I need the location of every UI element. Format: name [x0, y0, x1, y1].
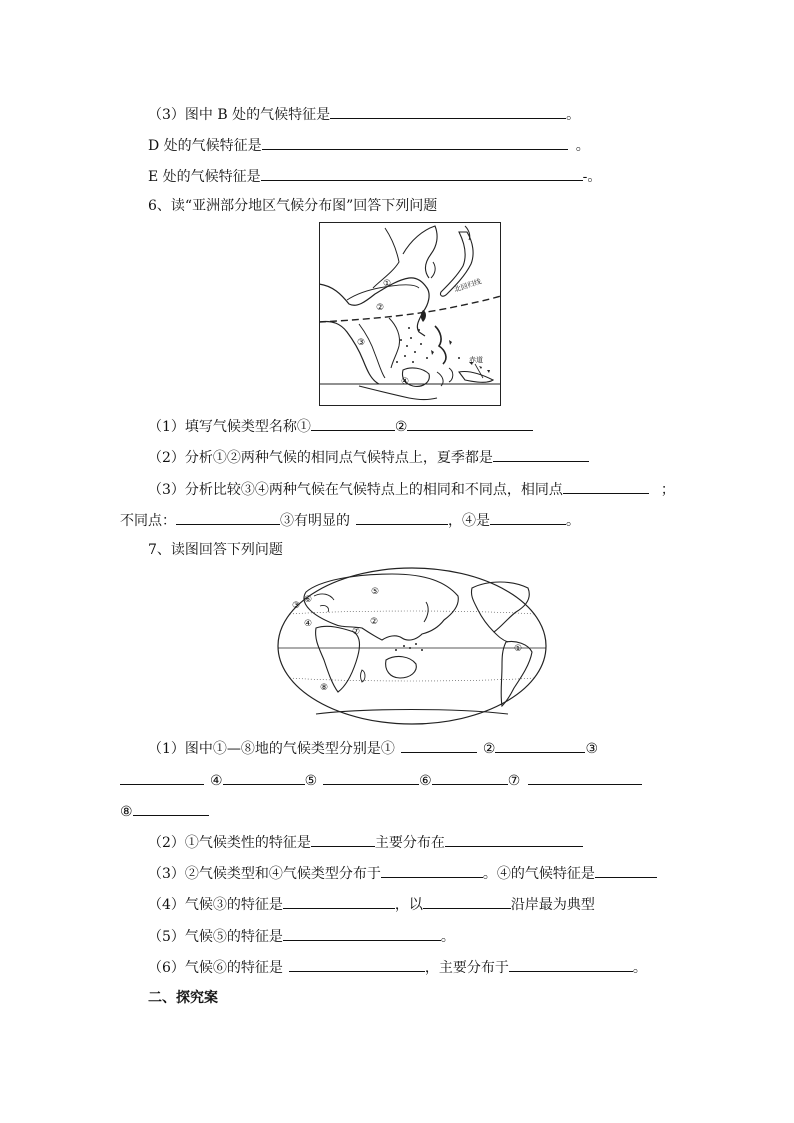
q7-s1: （1）图中①—⑧地的气候类型分别是① ② ③ [148, 737, 598, 757]
tropic-label: 北回归线 [453, 277, 483, 294]
q7-blank-2[interactable] [495, 737, 585, 753]
world-marker-8: ⑧ [320, 683, 329, 693]
q5-line-d: D 处的气候特征是 。 [148, 134, 590, 154]
q7-blank-13[interactable] [283, 893, 395, 909]
q7-blank-5[interactable] [323, 769, 419, 785]
q5-blank-b[interactable] [330, 103, 566, 119]
equator-label: 赤道 [469, 356, 483, 364]
q7-title: 7、读图回答下列问题 [148, 542, 283, 558]
world-climate-map-svg [276, 566, 548, 726]
q6-title: 6、读“亚洲部分地区气候分布图”回答下列问题 [148, 198, 438, 214]
asia-climate-map-svg [319, 222, 501, 406]
asia-climate-map [319, 222, 501, 406]
q6-blank-7[interactable] [490, 509, 566, 525]
q6-blank-4[interactable] [563, 478, 649, 494]
section-2-title: 二、探究案 [148, 990, 218, 1006]
q7-blank-7[interactable] [528, 769, 642, 785]
q7-blank-8[interactable] [133, 800, 209, 816]
q7-s3: （3）②气候类型和④气候类型分布于 。④的气候特征是 [148, 862, 657, 882]
q7-blank-14[interactable] [423, 893, 511, 909]
world-marker-7: ⑦ [352, 627, 361, 637]
q7-blank-1[interactable] [401, 737, 477, 753]
q5-line-b: （3）图中 B 处的气候特征是 。 [148, 103, 580, 123]
world-marker-5: ⑤ [371, 587, 380, 597]
q7-blank-9[interactable] [311, 831, 375, 847]
world-marker-6: ⑥ [304, 595, 313, 605]
q7-blank-15[interactable] [283, 925, 441, 941]
q5-line-d-text: D 处的气候特征是 [148, 138, 262, 154]
q6-blank-2[interactable] [407, 415, 533, 431]
q6-blank-1[interactable] [311, 415, 395, 431]
q7-s2: （2）①气候类性的特征是 主要分布在 [148, 831, 583, 851]
q6-blank-6[interactable] [356, 509, 448, 525]
q6-s2: （2）分析①②两种气候的相同点气候特点上，夏季都是 [148, 446, 589, 466]
q7-blank-12[interactable] [595, 862, 657, 878]
q7-s1b: ④ ⑤ ⑥ ⑦ [120, 769, 642, 789]
q6-s3b: 不同点： ③有明显的 ，④是 。 [120, 509, 580, 529]
asia-marker-1: ① [383, 279, 392, 289]
q6-blank-5[interactable] [176, 509, 280, 525]
world-climate-map [276, 566, 548, 726]
q7-blank-10[interactable] [445, 831, 583, 847]
q5-line-b-text: （3）图中 B 处的气候特征是 [148, 107, 331, 123]
q7-s4: （4）气候③的特征是 ，以 沿岸最为典型 [148, 893, 595, 913]
q6-s1: （1）填写气候类型名称① ② [148, 415, 533, 435]
q6-blank-3[interactable] [493, 446, 589, 462]
asia-marker-2: ② [376, 303, 385, 313]
q7-blank-3[interactable] [120, 769, 204, 785]
world-marker-4: ④ [304, 619, 313, 629]
q7-s5: （5）气候⑤的特征是 。 [148, 925, 455, 945]
q6-s3: （3）分析比较③④两种气候在气候特点上的相同和不同点，相同点 ； [148, 478, 675, 498]
world-marker-1: ① [514, 644, 523, 654]
asia-marker-3: ③ [357, 338, 366, 348]
asia-marker-4: ④ [401, 377, 410, 387]
q7-s6: （6）气候⑥的特征是 ，主要分布于 。 [148, 956, 647, 976]
q7-blank-16[interactable] [289, 956, 425, 972]
q7-blank-17[interactable] [509, 956, 633, 972]
world-marker-2: ② [370, 617, 379, 627]
q5-line-e-text: E 处的气候特征是 [148, 169, 261, 185]
q5-blank-d[interactable] [262, 134, 568, 150]
q7-blank-4[interactable] [223, 769, 305, 785]
q7-s1c: ⑧ [120, 800, 209, 820]
q7-blank-6[interactable] [432, 769, 508, 785]
q5-blank-e[interactable] [261, 165, 583, 181]
q5-line-e: E 处的气候特征是 -。 [148, 165, 601, 185]
q7-blank-11[interactable] [381, 862, 483, 878]
world-marker-3: ③ [292, 601, 301, 611]
